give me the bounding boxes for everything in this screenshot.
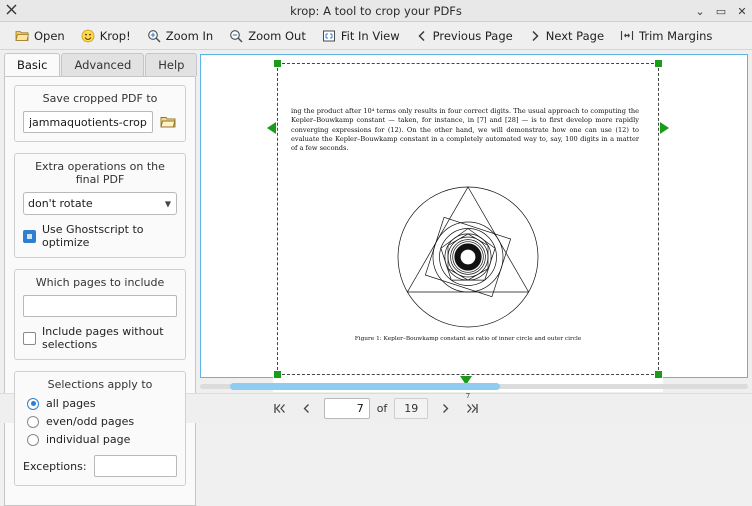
trim-margins-icon — [620, 29, 634, 42]
save-cropped-pdf-group — [14, 85, 186, 142]
close-button[interactable]: ✕ — [737, 4, 747, 18]
prev-page-icon — [301, 403, 312, 414]
extra-operations-group — [14, 153, 186, 258]
pdf-paragraph: ing the product after 10⁴ terms only results in four correct digits. The usual approach to computing the Kepler–Bouwkamp constant — taken, for instance, in [7] and [28] — is to first develop more rapidly converging expressions for (12). On the other hand, we will demonstrate how one can use (12) to evaluate the Kepler–Bouwkamp constant in a completely automated way to, say, 100 digits in a matter of a few seconds. — [291, 107, 639, 153]
horizontal-scrollbar[interactable] — [200, 381, 748, 391]
toolbar-open-label: Open — [34, 28, 65, 43]
toolbar-zoom-out-button[interactable] — [222, 26, 313, 46]
pdf-canvas[interactable] — [200, 54, 748, 400]
chevron-left-icon — [416, 30, 428, 42]
output-filename-input[interactable] — [23, 111, 153, 133]
fit-view-icon — [322, 29, 336, 43]
toolbar-fit-in-view-label: Fit In View — [340, 28, 400, 43]
radio-individual-page-indicator[interactable] — [27, 434, 39, 446]
toolbar-zoom-in-button[interactable] — [140, 26, 221, 46]
current-page-input[interactable] — [324, 398, 370, 419]
toolbar-krop-button[interactable] — [74, 26, 138, 46]
which-pages-label: Which pages to include — [35, 276, 165, 289]
kepler-bouwkamp-figure — [368, 183, 568, 331]
toolbar-zoom-in-label: Zoom In — [165, 28, 214, 43]
minimize-button[interactable]: ⌄ — [695, 4, 705, 18]
window-title: krop: A tool to crop your PDFs — [290, 3, 462, 18]
crop-handle-top-left[interactable] — [274, 60, 281, 67]
pdf-viewer — [200, 50, 752, 400]
zoom-out-icon — [229, 29, 243, 43]
toolbar-trim-margins-label: Trim Margins — [639, 28, 713, 43]
toolbar-next-page-label: Next Page — [545, 28, 605, 43]
which-pages-input[interactable] — [23, 295, 177, 317]
ghostscript-checkbox[interactable] — [23, 230, 36, 243]
crop-handle-bottom-left[interactable] — [274, 371, 281, 378]
radio-all-pages-label: all pages — [46, 397, 96, 410]
total-pages-label: 19 — [394, 398, 428, 419]
tab-help[interactable]: Help — [145, 53, 197, 76]
ghostscript-checkbox-row[interactable] — [23, 223, 177, 249]
crop-handle-top-right[interactable] — [655, 60, 662, 67]
scrollbar-thumb[interactable] — [230, 383, 500, 390]
chevron-down-icon: ▼ — [164, 199, 171, 208]
settings-tabs — [0, 50, 200, 76]
pdf-page — [273, 55, 663, 400]
rotate-select[interactable] — [23, 192, 177, 215]
browse-folder-button[interactable] — [159, 111, 177, 133]
title-bar — [0, 0, 752, 22]
radio-even-odd-pages-label: even/odd pages — [46, 415, 135, 428]
x-logo-icon — [0, 4, 22, 18]
exceptions-input[interactable] — [94, 455, 177, 477]
radio-even-odd-pages[interactable] — [27, 415, 177, 428]
include-without-selections-row[interactable] — [23, 325, 177, 351]
selections-apply-to-label: Selections apply to — [47, 378, 153, 391]
crop-handle-bottom-right[interactable] — [655, 371, 662, 378]
zoom-in-icon — [147, 29, 161, 43]
main-toolbar — [0, 22, 752, 50]
ghostscript-label: Use Ghostscript to optimize — [42, 223, 144, 249]
folder-icon — [160, 115, 176, 129]
window-controls — [694, 0, 748, 22]
previous-page-button[interactable] — [297, 399, 317, 419]
toolbar-next-page-button[interactable] — [522, 26, 611, 46]
last-page-button[interactable] — [462, 399, 482, 419]
radio-individual-page[interactable] — [27, 433, 177, 446]
exceptions-label: Exceptions: — [23, 459, 87, 473]
which-pages-group — [14, 269, 186, 360]
radio-all-pages[interactable] — [27, 397, 177, 410]
settings-panel — [0, 50, 200, 473]
next-page-button[interactable] — [435, 399, 455, 419]
save-group-label: Save cropped PDF to — [42, 92, 158, 105]
figure-caption: Figure 1: Kepler–Bouwkamp constant as ratio of inner circle and outer circle — [354, 336, 582, 342]
maximize-button[interactable]: ▭ — [715, 4, 727, 18]
extra-operations-label: Extra operations on the final PDF — [35, 160, 165, 186]
toolbar-zoom-out-label: Zoom Out — [248, 28, 306, 43]
toolbar-krop-label: Krop! — [99, 28, 131, 43]
folder-open-icon — [15, 29, 29, 42]
exceptions-row — [23, 455, 177, 477]
radio-individual-page-label: individual page — [46, 433, 131, 446]
first-page-button[interactable] — [270, 399, 290, 419]
tab-content-basic — [4, 76, 196, 506]
tab-advanced[interactable]: Advanced — [61, 53, 144, 76]
pdf-page-number: 7 — [465, 392, 471, 400]
toolbar-fit-in-view-button[interactable] — [315, 26, 407, 46]
include-without-selections-label: Include pages without selections — [42, 325, 164, 351]
crop-arrow-right-icon[interactable] — [660, 122, 669, 134]
toolbar-trim-margins-button[interactable] — [613, 26, 719, 46]
toolbar-open-button[interactable] — [8, 26, 72, 46]
crop-arrow-left-icon[interactable] — [267, 122, 276, 134]
include-without-selections-checkbox[interactable] — [23, 332, 36, 345]
radio-even-odd-pages-indicator[interactable] — [27, 416, 39, 428]
smiley-icon — [81, 29, 95, 43]
first-page-icon — [273, 403, 286, 414]
toolbar-previous-page-label: Previous Page — [432, 28, 513, 43]
selections-apply-to-group — [14, 371, 186, 486]
radio-all-pages-indicator[interactable] — [27, 398, 39, 410]
next-page-icon — [440, 403, 451, 414]
last-page-icon — [466, 403, 479, 414]
toolbar-previous-page-button[interactable] — [409, 26, 520, 46]
chevron-right-icon — [529, 30, 541, 42]
of-label: of — [376, 402, 388, 415]
tab-basic[interactable]: Basic — [4, 53, 60, 76]
